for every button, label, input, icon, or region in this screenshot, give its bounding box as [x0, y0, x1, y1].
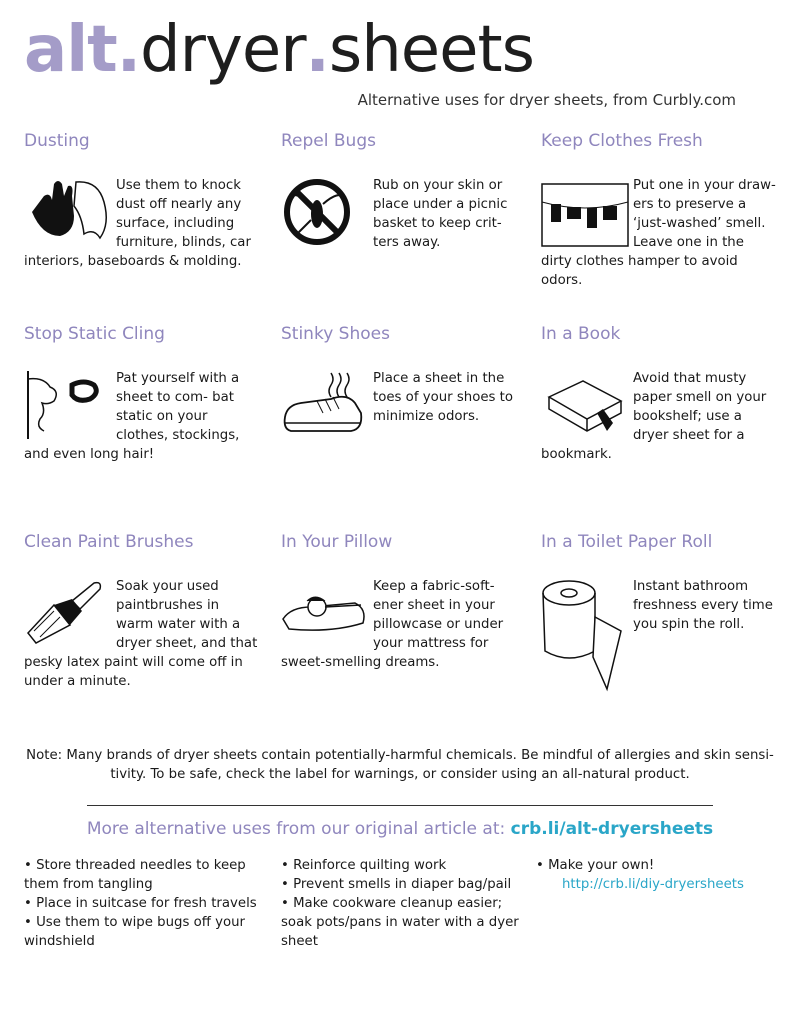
- tip-title: Dusting: [24, 131, 90, 151]
- tip-text: Keep a fabric-soft- ener sheet in your pillowcase or under your mattress for sweet-smelling dreams.: [281, 579, 504, 670]
- title-dot: .: [305, 13, 329, 87]
- tip-clean-paint-brushes: [24, 532, 260, 691]
- tip-text: Place a sheet in the toes of your shoes to minimize odors.: [373, 371, 514, 424]
- safety-note: Note: Many brands of dryer sheets contain potentially-harmful chemicals. Be mindful of allergies and skin sensi- tivity. To be safe, check the label for warnings, or consider using an all-natural product.: [26, 748, 774, 782]
- tip-text: Use them to knock dust off nearly any surface, including furniture, blinds, car interiors, baseboards & molding.: [24, 178, 251, 269]
- bullets-col-2: [281, 856, 519, 951]
- tip-title: Stop Static Cling: [24, 324, 165, 344]
- tip-title: In a Book: [541, 324, 621, 344]
- tip-title: Stinky Shoes: [281, 324, 390, 344]
- tip-title: Clean Paint Brushes: [24, 532, 194, 552]
- tip-title: Repel Bugs: [281, 131, 376, 151]
- paintbrush-icon: [24, 577, 116, 649]
- tip-in-your-pillow: [281, 532, 517, 672]
- list-item: • Place in suitcase for fresh travels: [24, 894, 260, 913]
- tip-title: In a Toilet Paper Roll: [541, 532, 713, 552]
- toilet-paper-icon: [541, 577, 633, 693]
- tip-title: Keep Clothes Fresh: [541, 131, 703, 151]
- article-link[interactable]: crb.li/alt-dryersheets: [510, 819, 714, 839]
- tip-text: Avoid that musty paper smell on your bookshelf; use a dryer sheet for a bookmark.: [541, 371, 767, 462]
- tip-dusting: [24, 131, 260, 271]
- bullets-col-1: [24, 856, 260, 951]
- title-dryer: dryer: [140, 13, 306, 87]
- list-item: • Prevent smells in diaper bag/pail: [281, 875, 519, 894]
- shoe-icon: [281, 369, 373, 441]
- tip-text: Rub on your skin or place under a picnic basket to keep crit- ters away.: [373, 178, 508, 250]
- list-item: • Make your own!: [536, 856, 776, 875]
- more-uses-banner: [0, 819, 800, 839]
- title-alt: alt.: [24, 13, 141, 87]
- tip-in-a-toilet-paper-roll: [541, 532, 777, 693]
- tip-text: Soak your used paintbrushes in warm water with a dryer sheet, and that pesky latex paint will come off in under a minute.: [24, 579, 258, 689]
- more-uses-lead: More alternative uses from our original article at:: [86, 819, 511, 839]
- diy-link[interactable]: http://crb.li/diy-dryersheets: [562, 877, 744, 892]
- list-item: • Store threaded needles to keep them from tangling: [24, 856, 260, 894]
- list-item: • Reinforce quilting work: [281, 856, 519, 875]
- tip-title: In Your Pillow: [281, 532, 393, 552]
- no-bugs-icon: [281, 176, 373, 248]
- title-sheets: sheets: [328, 13, 534, 87]
- list-item: • Use them to wipe bugs off your windshield: [24, 913, 260, 951]
- tip-stinky-shoes: [281, 324, 517, 441]
- static-icon: [24, 369, 116, 441]
- page-subtitle: Alternative uses for dryer sheets, from Curbly.com: [357, 91, 736, 109]
- tip-keep-clothes-fresh: [541, 131, 777, 290]
- tip-text: Pat yourself with a sheet to com- bat static on your clothes, stockings, and even long hair!: [24, 371, 240, 462]
- divider: [87, 805, 713, 806]
- hand-icon: [24, 176, 116, 248]
- tip-stop-static-cling: [24, 324, 260, 464]
- pillow-icon: [281, 577, 373, 649]
- list-item: • Make cookware cleanup easier; soak pots/pans in water with a dyer sheet: [281, 894, 519, 951]
- book-icon: [541, 369, 633, 441]
- bullets-col-3: [536, 856, 776, 894]
- tip-repel-bugs: [281, 131, 517, 252]
- page-title: [24, 10, 534, 90]
- tip-text: Put one in your draw- ers to preserve a ‘just-washed’ smell. Leave one in the dirty clothes hamper to avoid odors.: [541, 178, 776, 288]
- tip-in-a-book: [541, 324, 777, 464]
- clothesline-icon: [541, 176, 633, 248]
- tip-text: Instant bathroom freshness every time you spin the roll.: [633, 579, 773, 632]
